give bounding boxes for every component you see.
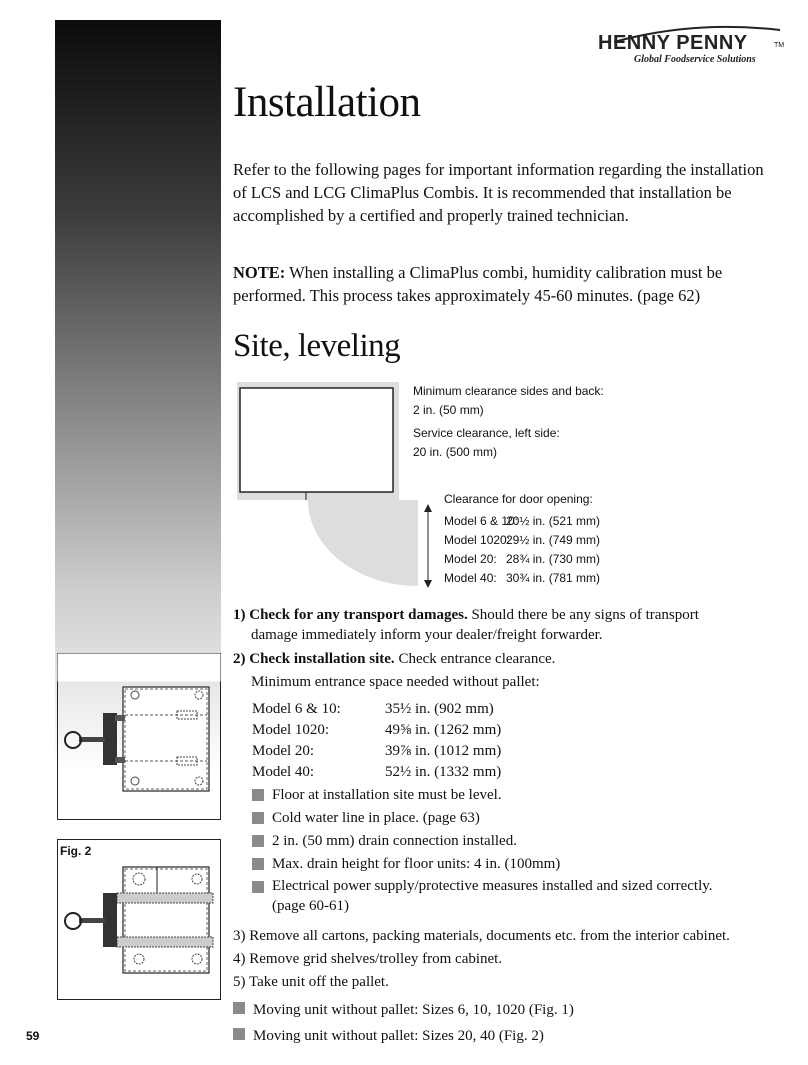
entrance-model: Model 20: [252, 743, 315, 759]
unit-top-view [123, 687, 209, 791]
jack-handle-icon [65, 732, 81, 748]
door-row [444, 569, 600, 588]
henny-penny-logo [596, 24, 786, 70]
moving-item: Moving unit without pallet: Sizes 6, 10, 1020 (Fig. 1) [233, 997, 574, 1023]
fig-2-label: Fig. 2 [60, 844, 92, 858]
logo-tagline: Global Foodservice Solutions [634, 54, 756, 65]
door-value: 29½ in. (749 mm) [506, 533, 601, 547]
section-title: Site, leveling [233, 328, 401, 364]
step-2 [233, 649, 793, 692]
door-row [444, 512, 600, 531]
fig-2-box [57, 839, 220, 999]
checklist-item: Floor at installation site must be level. [252, 784, 792, 807]
step-5: 5) Take unit off the pallet. [233, 974, 389, 990]
bullet-square-icon [252, 789, 264, 801]
door-value: 20½ in. (521 mm) [506, 514, 601, 528]
door-model: Model 40: [444, 571, 497, 585]
checklist-item: 2 in. (50 mm) drain connection installed. [252, 830, 792, 853]
checklist-item: Electrical power supply/protective measures installed and sized correctly. (page 60-61) [252, 876, 792, 916]
entrance-model: Model 6 & 10: [252, 701, 341, 717]
door-arrow-up-icon [424, 504, 432, 512]
entrance-value: 49⅝ in. (1262 mm) [385, 722, 502, 738]
door-model: Model 20: [444, 552, 497, 566]
unit-top-view [123, 867, 209, 973]
pallet-jack [103, 893, 117, 947]
step-2-sub: Minimum entrance space needed without pallet: [251, 674, 540, 690]
step-4: 4) Remove grid shelves/trolley from cabinet. [233, 951, 503, 967]
door-arrow-down-icon [424, 580, 432, 588]
entrance-value: 35½ in. (902 mm) [385, 701, 494, 717]
bullet-square-icon [252, 858, 264, 870]
note-paragraph [233, 261, 773, 307]
clearance-diagram [232, 382, 432, 592]
bullet-square-icon [252, 835, 264, 847]
fork-upper [117, 893, 213, 903]
door-value: 30¾ in. (781 mm) [506, 571, 601, 585]
moving-item: Moving unit without pallet: Sizes 20, 40 (Fig. 2) [233, 1023, 574, 1049]
step-3: 3) Remove all cartons, packing materials, documents etc. from the interior cabinet. [233, 928, 730, 944]
door-value: 28¾ in. (730 mm) [506, 552, 601, 566]
note-label: NOTE: [233, 263, 286, 282]
page-number: 59 [26, 1029, 40, 1043]
entrance-table [252, 699, 501, 783]
step-2-text: Check entrance clearance. [394, 651, 556, 667]
fork-lower [117, 937, 213, 947]
step-1-text-2: damage immediately inform your dealer/freight forwarder. [251, 627, 603, 643]
min-clearance-label: Minimum clearance sides and back: [413, 384, 604, 398]
entrance-row [252, 720, 501, 741]
door-model: Model 6 & 10: [444, 514, 519, 528]
jack-handle-icon [65, 913, 81, 929]
pallet-jack [103, 713, 117, 765]
entrance-row [252, 741, 501, 762]
note-text: When installing a ClimaPlus combi, humidity calibration must be performed. This process takes approximately 45-60 minutes. (page 62) [233, 263, 723, 305]
step-1 [233, 605, 793, 645]
door-swing-area [308, 500, 418, 586]
entrance-row [252, 699, 501, 720]
checklist [252, 784, 792, 916]
step-1-num: 1) [233, 607, 246, 623]
min-clearance-value: 2 in. (50 mm) [413, 403, 484, 417]
door-row [444, 550, 600, 569]
bullet-square-icon [233, 1002, 245, 1014]
bullet-square-icon [252, 881, 264, 893]
step-1-bold: Check for any transport damages. [249, 607, 468, 623]
intro-paragraph: Refer to the following pages for important information regarding the installation of LCS and LCG ClimaPlus Combis. It is recommended that installation be accomplished by a certified and properly trained technician. [233, 160, 764, 225]
entrance-model: Model 40: [252, 764, 315, 780]
entrance-model: Model 1020: [252, 722, 330, 738]
door-row [444, 531, 600, 550]
remaining-steps [233, 925, 730, 994]
entrance-value: 52½ in. (1332 mm) [385, 764, 502, 780]
service-clearance-label: Service clearance, left side: [413, 426, 560, 440]
unit-outline [240, 388, 393, 492]
step-2-bold: Check installation site. [249, 651, 395, 667]
page-title: Installation [233, 79, 421, 126]
door-model: Model 1020: [444, 533, 511, 547]
fig-1-box [57, 653, 220, 819]
fig-1-illustration [57, 653, 222, 821]
entrance-value: 39⅞ in. (1012 mm) [385, 743, 502, 759]
logo-name: HENNY PENNY [598, 32, 748, 54]
bullet-square-icon [252, 812, 264, 824]
checklist-item: Max. drain height for floor units: 4 in. (100mm) [252, 853, 792, 876]
moving-notes [233, 997, 574, 1049]
door-clearance-label: Clearance for door opening: [444, 492, 593, 506]
fig-2-illustration [57, 839, 222, 1001]
checklist-item: Cold water line in place. (page 63) [252, 807, 792, 830]
entrance-row [252, 762, 501, 783]
step-2-num: 2) [233, 651, 246, 667]
door-clearance-table [444, 512, 600, 588]
bullet-square-icon [233, 1028, 245, 1040]
step-1-text: Should there be any signs of transport [467, 607, 699, 623]
logo-tm: TM [774, 42, 785, 49]
service-clearance-value: 20 in. (500 mm) [413, 445, 498, 459]
